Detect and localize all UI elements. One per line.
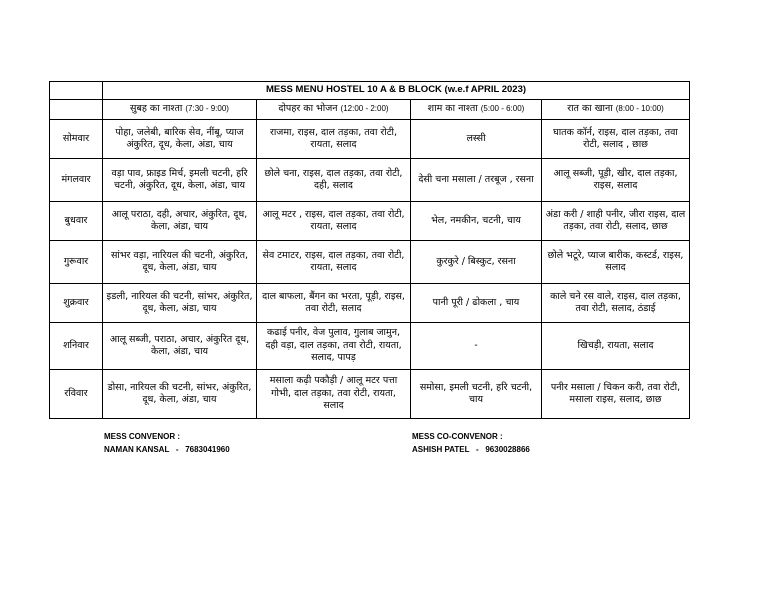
meal-cell: लस्सी [411, 120, 542, 159]
meal-cell: अंडा करी / शाही पनीर, जीरा राइस, दाल तड़का, तवा रोटी, सलाद, छाछ [542, 202, 690, 241]
day-label: शनिवार [50, 323, 103, 370]
table-row [50, 120, 690, 159]
meal-cell: आलू पराठा, दही, अचार, अंकुरित, दूध, केला, अंडा, चाय [103, 202, 257, 241]
coconvenor-block [412, 430, 530, 456]
column-time: (12:00 - 2:00) [340, 104, 389, 114]
table-row [50, 323, 690, 370]
column-time: (8:00 - 10:00) [615, 104, 664, 114]
meal-cell: कुरकुरे / बिस्कुट, रसना [411, 241, 542, 284]
meal-cell: पोहा, जलेबी, बारिक सेव, नींबू, प्याज अंकुरित, दूध, केला, अंडा, चाय [103, 120, 257, 159]
column-label: दोपहर का भोजन [278, 103, 338, 115]
meal-cell: - [411, 323, 542, 370]
table-row [50, 370, 690, 419]
meal-cell: छोले भटूरे, प्याज बारीक, कस्टर्ड, राइस, सलाद [542, 241, 690, 284]
meal-cell: पनीर मसाला / चिकन करी, तवा रोटी, मसाला राइस, सलाद, छाछ [542, 370, 690, 419]
column-label: सुबह का नाश्ता [130, 103, 183, 115]
convenor-label: MESS CONVENOR : [104, 432, 181, 441]
meal-cell: सेव टमाटर, राइस, दाल तड़का, तवा रोटी, रायता, सलाद [257, 241, 411, 284]
column-label: रात का खाना [567, 103, 613, 115]
meal-cell: आलू सब्जी, पूड़ी, खीर, दाल तड़का, राइस, सलाद [542, 159, 690, 202]
coconvenor-label: MESS CO-CONVENOR : [412, 432, 503, 441]
table-row [50, 159, 690, 202]
day-label: गुरूवार [50, 241, 103, 284]
column-time: (7:30 - 9:00) [185, 104, 229, 114]
header-corner-cell [50, 100, 103, 120]
convenor-phone: 7683041960 [185, 445, 230, 454]
coconvenor-contact [412, 443, 530, 456]
table-row [50, 202, 690, 241]
column-label: शाम का नाश्ता [427, 103, 478, 115]
coconvenor-phone: 9630028866 [485, 445, 530, 454]
day-label: सोमवार [50, 120, 103, 159]
meal-cell: खिचड़ी, रायता, सलाद [542, 323, 690, 370]
column-time: (5:00 - 6:00) [480, 104, 525, 114]
meal-cell: पानी पूरी / ढोकला , चाय [411, 284, 542, 323]
convenor-name: NAMAN KANSAL [104, 445, 170, 454]
meal-cell: आलू सब्जी, पराठा, अचार, अंकुरित दूध, केला, अंडा, चाय [103, 323, 257, 370]
menu-title: MESS MENU HOSTEL 10 A & B BLOCK (w.e.f APRIL 2023) [103, 82, 690, 100]
meal-cell: डोसा, नारियल की चटनी, सांभर, अंकुरित, दूध, केला, अंडा, चाय [103, 370, 257, 419]
column-header [411, 100, 542, 120]
meal-cell: वड़ा पाव, फ्राइड मिर्च, इमली चटनी, हरि चटनी, अंकुरित, दूध, केला, अंडा, चाय [103, 159, 257, 202]
meal-cell: दाल बाफला, बैंगन का भरता, पूड़ी, राइस, तवा रोटी, सलाद [257, 284, 411, 323]
meal-cell: इडली, नारियल की चटनी, सांभर, अंकुरित, दूध, केला, अंडा, चाय [103, 284, 257, 323]
meal-cell: काले चने रस वाले, राइस, दाल तड़का, तवा रोटी, सलाद, ठंडाई [542, 284, 690, 323]
day-label: शुक्रवार [50, 284, 103, 323]
header-row [50, 100, 690, 120]
day-label: मंगलवार [50, 159, 103, 202]
column-header [542, 100, 690, 120]
table-row [50, 241, 690, 284]
meal-cell: आलू मटर , राइस, दाल तड़का, तवा रोटी, रायता, सलाद [257, 202, 411, 241]
day-label: बुधवार [50, 202, 103, 241]
convenor-block [104, 430, 230, 456]
meal-cell: राजमा, राइस, दाल तड़का, तवा रोटी, रायता, सलाद [257, 120, 411, 159]
column-header [257, 100, 411, 120]
meal-cell: घातक कॉर्न, राइस, दाल तड़का, तवा रोटी, सलाद , छाछ [542, 120, 690, 159]
mess-menu-table [49, 81, 690, 419]
meal-cell: सांभर वड़ा, नारियल की चटनी, अंकुरित, दूध, केला, अंडा, चाय [103, 241, 257, 284]
meal-cell: भेल, नमकीन, चटनी, चाय [411, 202, 542, 241]
meal-cell: कढाई पनीर, वेज पुलाव, गुलाब जामुन, दही वड़ा, दाल तड़का, तवा रोटी, रायता, सलाद, पापड़ [257, 323, 411, 370]
meal-cell: मसाला कढ़ी पकौड़ी / आलू मटर पत्ता गोभी, दाल तड़का, तवा रोटी, रायता, सलाद [257, 370, 411, 419]
meal-cell: छोले चना, राइस, दाल तड़का, तवा रोटी, दही, सलाद [257, 159, 411, 202]
corner-cell [50, 82, 103, 100]
table-row [50, 284, 690, 323]
day-label: रविवार [50, 370, 103, 419]
convenor-contact [104, 443, 230, 456]
coconvenor-separator: - [476, 445, 479, 454]
convenor-separator: - [175, 445, 179, 454]
coconvenor-name: ASHISH PATEL [412, 445, 470, 454]
title-row [50, 82, 690, 100]
meal-cell: देसी चना मसाला / तरबूज , रसना [411, 159, 542, 202]
meal-cell: समोसा, इमली चटनी, हरि चटनी, चाय [411, 370, 542, 419]
column-header [103, 100, 257, 120]
